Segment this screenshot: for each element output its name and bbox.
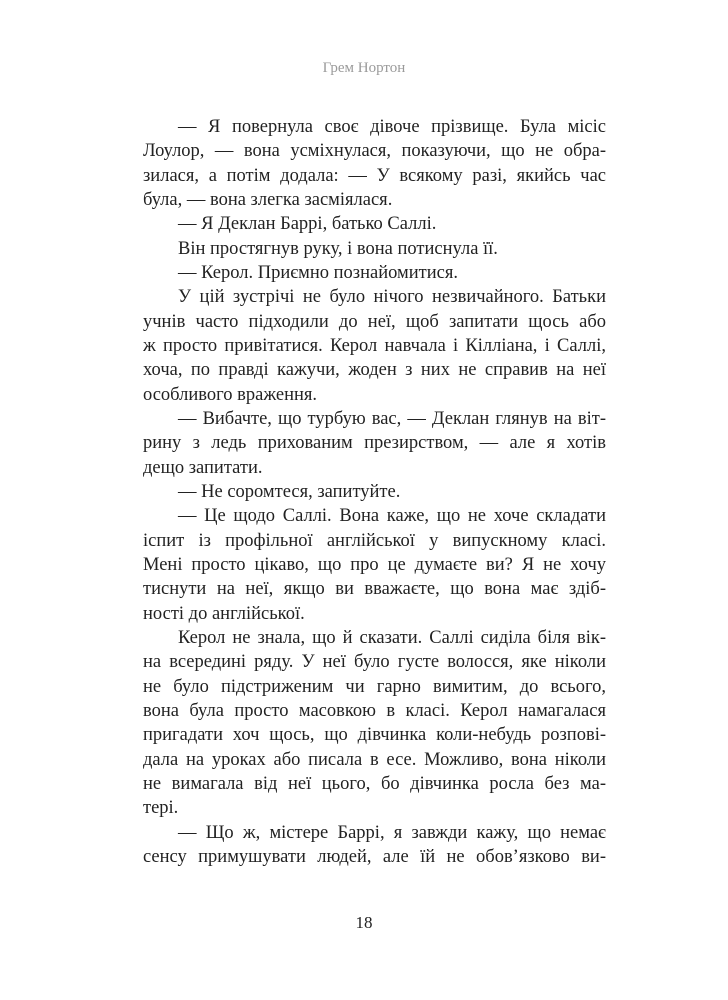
- text-line: Лоулор, — вона усміхнулася, показуючи, що не обра-: [143, 141, 606, 162]
- text-line: пригадати хоч щось, що дівчинка коли-небудь розпові-: [143, 725, 606, 746]
- text-line: — Не соромтеся, запитуйте.: [178, 481, 401, 502]
- text-line: — Що ж, містере Баррі, я завжди кажу, що немає: [178, 822, 606, 843]
- text-line: особливого враження.: [143, 384, 317, 405]
- text-line: Він простягнув руку, і вона потиснула її.: [178, 238, 498, 259]
- text-line: була, — вона злегка засміялася.: [143, 189, 393, 210]
- text-line: У цій зустрічі не було нічого незвичайного. Батьки: [178, 287, 606, 308]
- text-line: не було підстриженим чи гарно вимитим, до всього,: [143, 676, 606, 697]
- text-line: сенсу примушувати людей, але їй не обов’язково ви-: [143, 846, 606, 867]
- text-line: рину з ледь прихованим презирством, — але я хотів: [143, 433, 606, 454]
- text-line: — Керол. Приємно познайомитися.: [178, 262, 458, 283]
- text-line: тиснути на неї, якщо ви вважаєте, що вона має здіб-: [143, 579, 606, 600]
- text-line: хоча, по правді кажучи, жоден з них не справив на неї: [143, 360, 606, 381]
- text-line: Мені просто цікаво, що про це думаєте ви? Я не хочу: [143, 554, 606, 575]
- text-line: тері.: [143, 798, 179, 819]
- text-line: вона була просто масовкою в класі. Керол намагалася: [143, 700, 606, 721]
- text-line: — Це щодо Саллі. Вона каже, що не хоче складати: [178, 506, 606, 527]
- page-number: 18: [355, 913, 373, 932]
- text-line: учнів часто підходили до неї, щоб запитати щось або: [143, 311, 606, 332]
- text-line: зилася, а потім додала: — У всякому разі, якийсь час: [143, 165, 606, 186]
- text-line: ж просто привітатися. Керол навчала і Кілліана, і Саллі,: [143, 335, 606, 356]
- text-line: не вимагала від неї цього, бо дівчинка росла без ма-: [143, 773, 606, 794]
- text-line: дещо запитати.: [143, 457, 263, 478]
- text-line: — Вибачте, що турбую вас, — Деклан глянув на віт-: [178, 408, 606, 429]
- text-line: — Я Деклан Баррі, батько Саллі.: [178, 214, 437, 235]
- text-line: на всередині ряду. У неї було густе волосся, яке ніколи: [143, 652, 606, 673]
- running-head: Грем Нортон: [322, 60, 406, 76]
- text-line: іспит із профільної англійської у випускному класі.: [143, 530, 606, 551]
- text-line: — Я повернула своє дівоче прізвище. Була місіс: [178, 117, 606, 137]
- text-line: дала на уроках або писала в есе. Можливо, вона ніколи: [143, 749, 606, 770]
- body-text: [143, 115, 606, 869]
- text-line: Керол не знала, що й сказати. Саллі сиділа біля вік-: [178, 627, 606, 648]
- text-line: ності до англійської.: [143, 603, 305, 624]
